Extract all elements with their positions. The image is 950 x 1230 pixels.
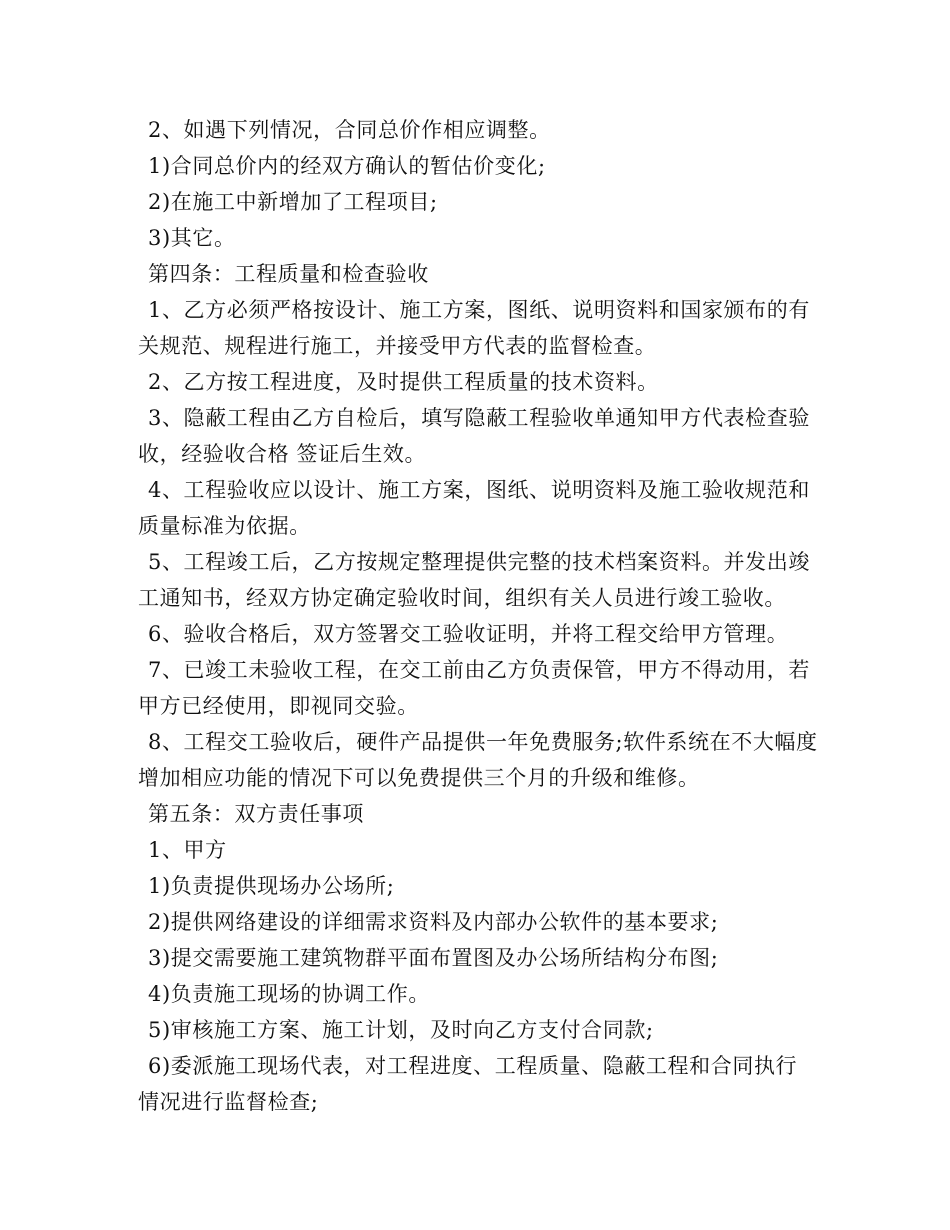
paragraph-art4-item1: 1、乙方必须严格按设计、施工方案，图纸、说明资料和国家颁布的有关规范、规程进行施工，并接受甲方代表的监督检查。 <box>138 298 810 358</box>
paragraph-party-a: 1、甲方 <box>148 838 227 862</box>
paragraph-art4-item2: 2、乙方按工程进度，及时提供工程质量的技术资料。 <box>148 370 659 394</box>
paragraph-party-a-item1: 1)负责提供现场办公场所; <box>148 874 395 898</box>
paragraph-party-a-item4: 4)负责施工现场的协调工作。 <box>148 982 430 1006</box>
paragraph-provisional-price: 1)合同总价内的经双方确认的暂估价变化; <box>148 154 546 178</box>
paragraph-party-a-item6: 6)委派施工现场代表，对工程进度、工程质量、隐蔽工程和合同执行情况进行监督检查; <box>138 1054 798 1114</box>
section-heading-article-4: 第四条：工程质量和检查验收 <box>148 262 429 286</box>
paragraph-new-items: 2)在施工中新增加了工程项目; <box>148 190 438 214</box>
paragraph-art4-item7: 7、已竣工未验收工程，在交工前由乙方负责保管，甲方不得动用，若甲方已经使用，即视同交验。 <box>138 658 810 718</box>
section-heading-article-5: 第五条：双方责任事项 <box>148 802 364 826</box>
paragraph-price-adjustment: 2、如遇下列情况，合同总价作相应调整。 <box>148 118 551 142</box>
paragraph-other: 3)其它。 <box>148 226 236 250</box>
paragraph-art4-item6: 6、验收合格后，双方签署交工验收证明，并将工程交给甲方管理。 <box>148 622 789 646</box>
paragraph-party-a-item2: 2)提供网络建设的详细需求资料及内部办公软件的基本要求; <box>148 910 719 934</box>
paragraph-art4-item4: 4、工程验收应以设计、施工方案，图纸、说明资料及施工验收规范和质量标准为依据。 <box>138 478 810 538</box>
document-body <box>138 112 818 1120</box>
paragraph-art4-item8: 8、工程交工验收后，硬件产品提供一年免费服务;软件系统在不大幅度增加相应功能的情况下可以免费提供三个月的升级和维修。 <box>138 730 818 790</box>
paragraph-party-a-item5: 5)审核施工方案、施工计划，及时向乙方支付合同款; <box>148 1018 654 1042</box>
paragraph-art4-item5: 5、工程竣工后，乙方按规定整理提供完整的技术档案资料。并发出竣工通知书，经双方协定确定验收时间，组织有关人员进行竣工验收。 <box>138 550 810 610</box>
paragraph-party-a-item3: 3)提交需要施工建筑物群平面布置图及办公场所结构分布图; <box>148 946 719 970</box>
paragraph-art4-item3: 3、隐蔽工程由乙方自检后，填写隐蔽工程验收单通知甲方代表检查验收，经验收合格 签证后生效。 <box>138 406 810 466</box>
